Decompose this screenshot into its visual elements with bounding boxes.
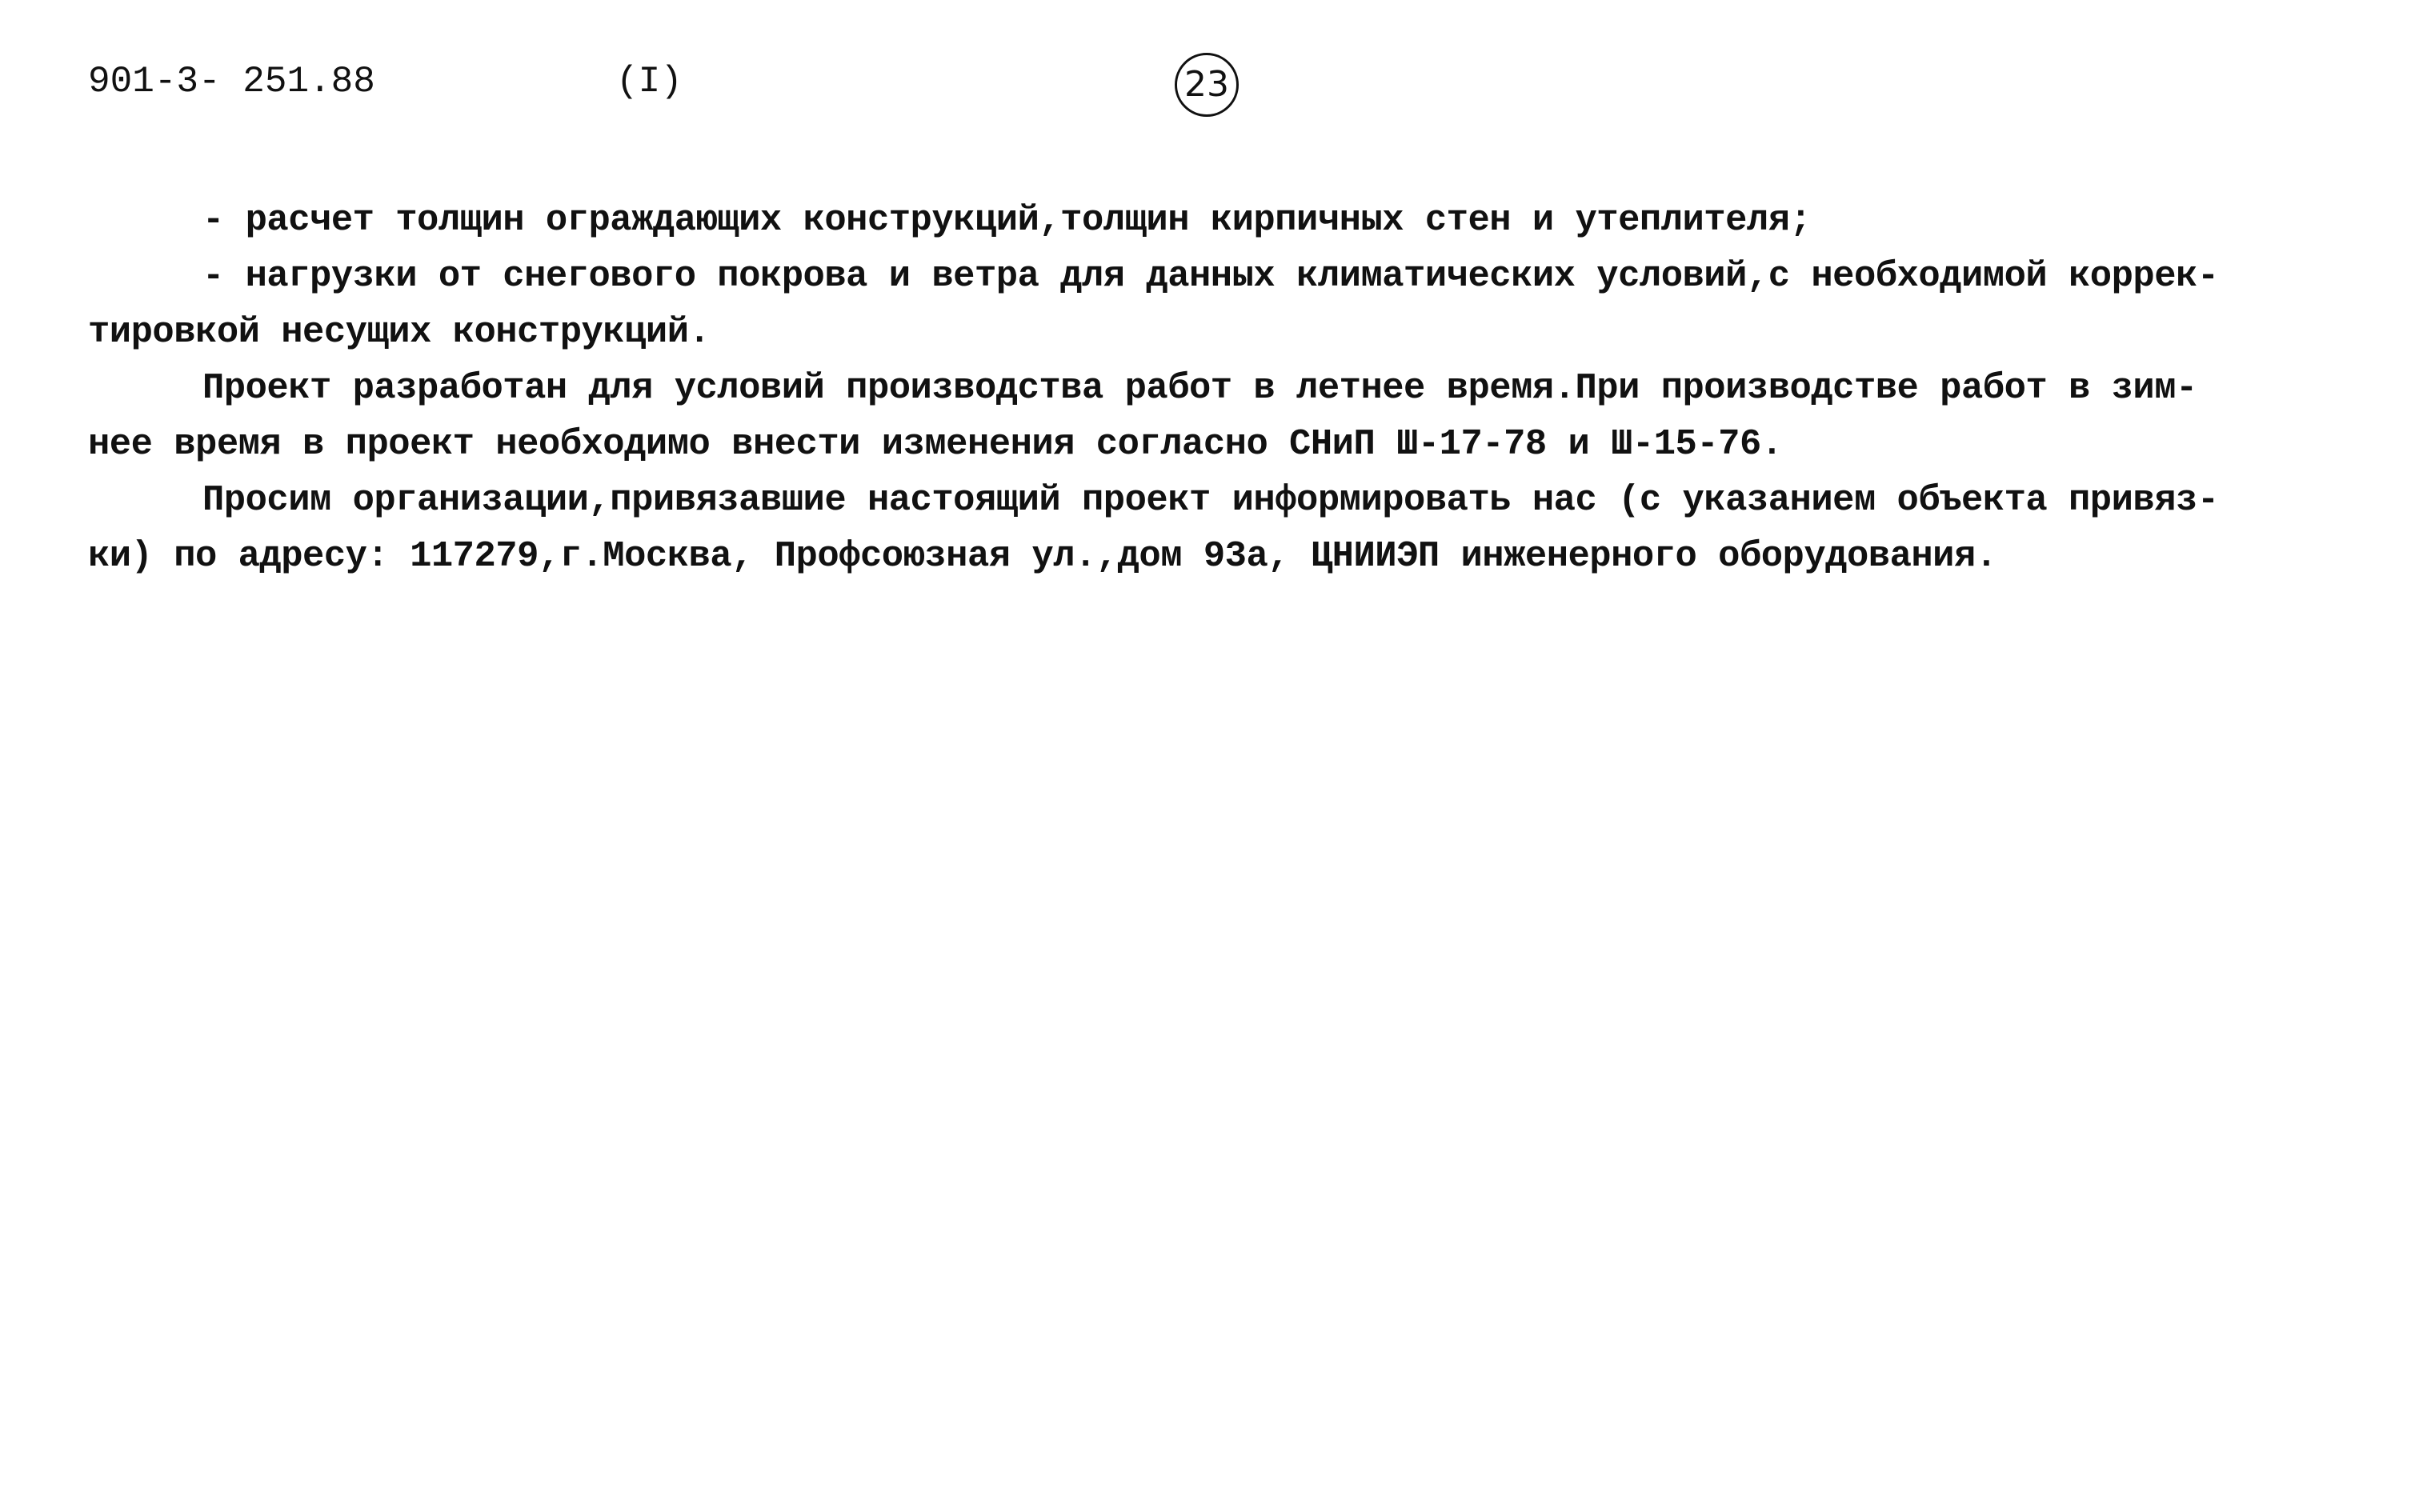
part-number: (I) — [616, 61, 683, 102]
paragraph-contact-line-1: Просим организации,привязавшие настоящий проект информировать нас (с указанием объекта привяз- — [202, 479, 2219, 521]
page-number-circle: 23 — [1175, 53, 1239, 117]
page-header — [88, 50, 2329, 114]
paragraph-winter-works-line-1: Проект разработан для условий производства работ в летнее время.При производстве работ в зим- — [202, 367, 2197, 409]
list-item-loads-line-2: тировкой несущих конструкций. — [88, 311, 711, 353]
list-item-thickness-calc: - расчет толщин ограждающих конструкций,толщин кирпичных стен и утеплителя; — [202, 199, 1812, 241]
body-text — [88, 192, 2345, 584]
document-code: 901-3- 251.88 — [88, 61, 375, 102]
paragraph-contact-line-2: ки) по адресу: 117279,г.Москва, Профсоюзная ул.,дом 93а, ЦНИИЭП инженерного оборудования. — [88, 535, 1997, 577]
paragraph-winter-works-line-2: нее время в проект необходимо внести изменения согласно СНиП Ш-17-78 и Ш-15-76. — [88, 423, 1783, 465]
list-item-loads-line-1: - нагрузки от снегового покрова и ветра для данных климатических условий,с необходимой коррек- — [202, 255, 2219, 297]
